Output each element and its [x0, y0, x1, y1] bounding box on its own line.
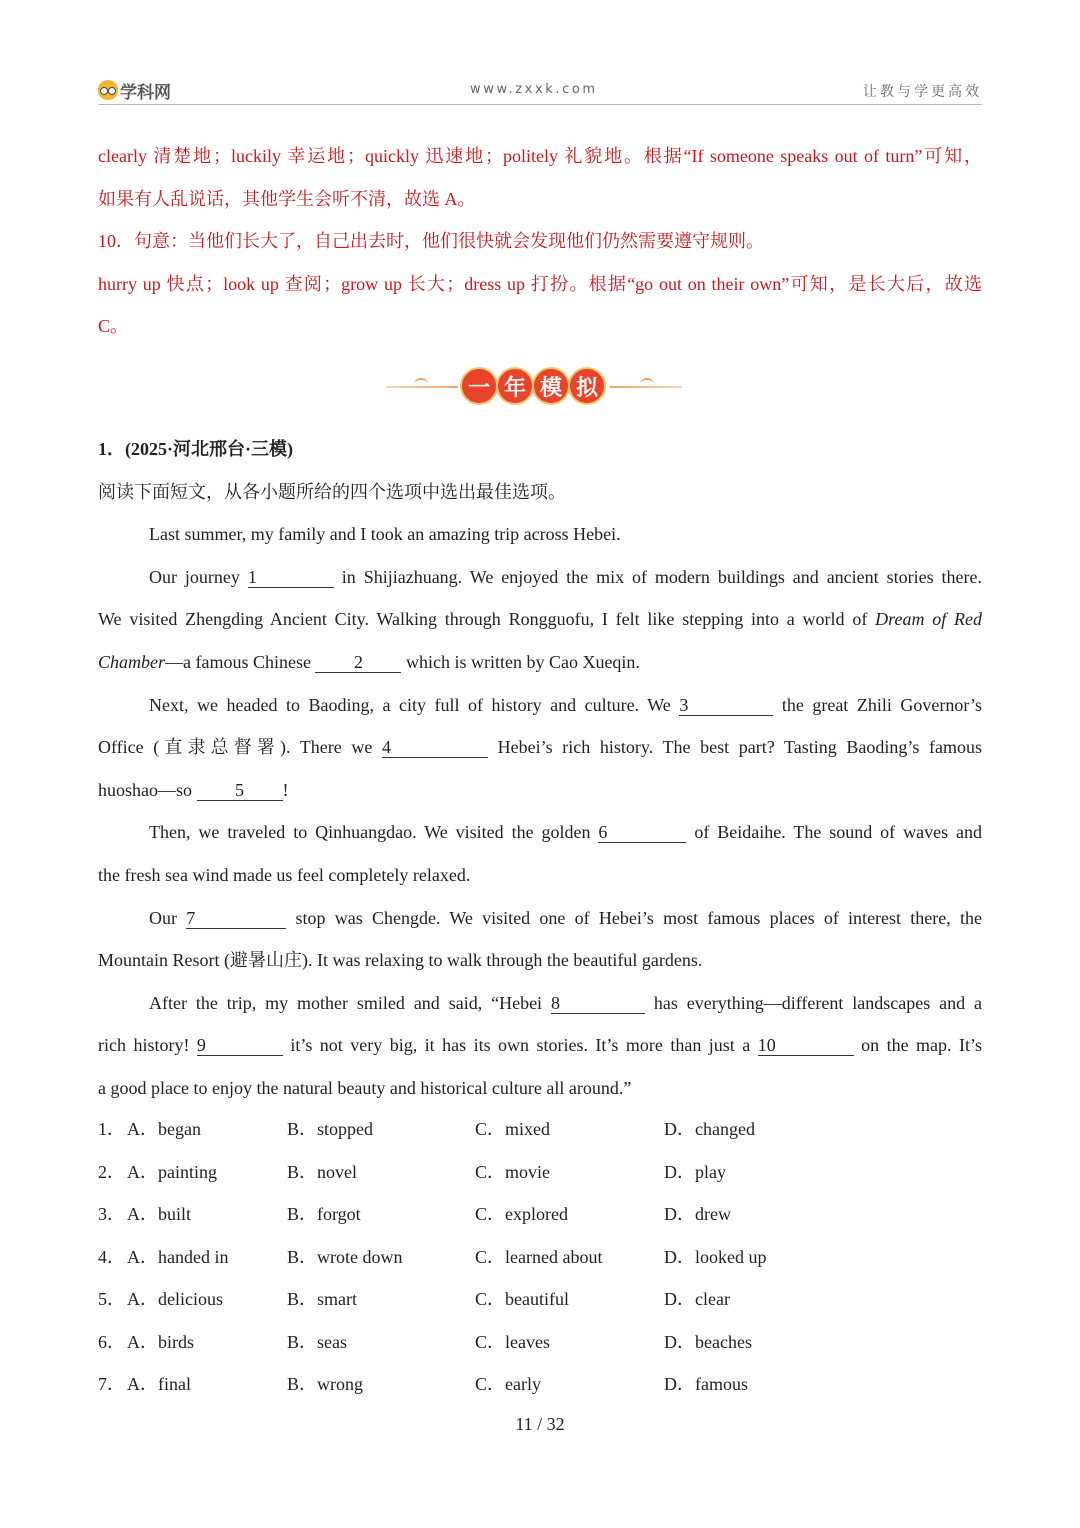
passage-text: the great Zhili Governor’s	[773, 694, 982, 715]
option-number: 2．	[98, 1161, 125, 1182]
passage-line	[98, 1024, 982, 1067]
option-b: B．wrong	[287, 1374, 363, 1394]
question-instruction: 阅读下面短文，从各小题所给的四个选项中选出最佳选项。	[98, 481, 566, 502]
passage-text: huoshao—so	[98, 779, 197, 800]
option-c: C．mixed	[475, 1119, 550, 1139]
blank-9: 9	[197, 1035, 283, 1056]
passage-text: Office (直隶总督署). There we	[98, 737, 383, 758]
blank-5: 5	[197, 780, 283, 801]
option-number: 3．	[98, 1204, 125, 1224]
passage-line	[98, 641, 982, 684]
passage-line: Last summer, my family and I took an amazing trip across Hebei.	[149, 524, 621, 545]
passage-text: Hebei’s rich history. The best part? Tasting Baoding’s famous	[488, 737, 982, 758]
blank-10: 10	[758, 1035, 854, 1056]
option-d: D．famous	[664, 1374, 748, 1394]
logo-text: 学科网	[120, 82, 171, 103]
option-a: A．began	[127, 1119, 201, 1139]
option-c: C．movie	[475, 1161, 550, 1182]
passage-line	[98, 598, 982, 641]
option-a: A．birds	[127, 1331, 194, 1352]
option-b: B．stopped	[287, 1119, 374, 1139]
option-c: C．learned about	[475, 1246, 603, 1267]
answer-line: C。	[98, 316, 129, 336]
book-title: Dream of Red	[875, 609, 983, 630]
blank-2: 2	[315, 652, 401, 673]
option-c: C．explored	[475, 1204, 568, 1224]
site-url: www.zxxk.com	[470, 82, 598, 97]
answer-line: hurry up 快点；look up 查阅；grow up 长大；dress up 打扮。根据“go out on their own”可知，是长大后，故选	[98, 273, 982, 294]
passage-text: After the trip, my mother smiled and said, “Hebei	[149, 992, 551, 1013]
passage-text: Then, we traveled to Qinhuangdao. We visited the golden	[149, 822, 599, 843]
site-logo	[98, 78, 171, 102]
passage-text: which is written by Cao Xueqin.	[401, 651, 640, 672]
passage-text: We visited Zhengding Ancient City. Walking through Rongguofu, I felt like stepping into a world of	[98, 609, 876, 630]
answer-line: clearly 清楚地；luckily 幸运地；quickly 迅速地；politely 礼貌地。根据“If someone speaks out of turn”可知，	[98, 146, 982, 166]
option-c: C．beautiful	[475, 1289, 569, 1309]
option-row	[98, 1236, 982, 1279]
question-heading: 1．(2025·河北邢台·三模)	[98, 439, 293, 459]
blank-4: 4	[382, 737, 488, 758]
passage-text: has everything—different landscapes and a	[644, 992, 982, 1013]
passage-text: it’s not very big, it has its own stories. It’s more than just a	[282, 1035, 758, 1056]
passage-text: Next, we headed to Baoding, a city full of history and culture. We	[149, 694, 680, 715]
passage-text: stop was Chengde. We visited one of Hebei’s most famous places of interest there, the	[286, 907, 982, 928]
banner-char: 年	[496, 367, 534, 405]
option-row	[98, 1278, 982, 1321]
page-number: 11 / 32	[515, 1414, 565, 1434]
passage-text: Our journey	[149, 566, 248, 587]
answer-options	[98, 1108, 982, 1406]
option-a: A．delicious	[127, 1289, 223, 1309]
blank-8: 8	[551, 993, 645, 1014]
banner-char: 模	[532, 367, 570, 405]
passage-line	[98, 556, 982, 599]
option-b: B．seas	[287, 1331, 347, 1352]
option-d: D．play	[664, 1161, 726, 1182]
option-a: A．built	[127, 1204, 192, 1224]
passage-text: of Beidaihe. The sound of waves and	[686, 822, 982, 843]
option-row	[98, 1321, 982, 1364]
option-b: B．smart	[287, 1289, 357, 1309]
book-title: Chamber	[98, 651, 165, 672]
passage-line	[98, 726, 982, 769]
option-number: 7．	[98, 1374, 125, 1394]
option-d: D．looked up	[664, 1246, 767, 1267]
option-number: 4．	[98, 1246, 125, 1267]
passage-text: rich history!	[98, 1035, 197, 1056]
option-row	[98, 1193, 982, 1236]
passage-text: !	[282, 779, 289, 800]
blank-6: 6	[598, 822, 686, 843]
passage-text: in Shijiazhuang. We enjoyed the mix of modern buildings and ancient stories there.	[333, 566, 982, 587]
passage-line	[98, 769, 982, 812]
passage-line	[98, 897, 982, 940]
passage-text: —a famous Chinese	[165, 651, 316, 672]
blank-3: 3	[679, 695, 773, 716]
option-b: B．wrote down	[287, 1246, 403, 1267]
option-c: C．leaves	[475, 1331, 550, 1352]
passage-text: on the map. It’s	[853, 1035, 982, 1056]
option-number: 5．	[98, 1289, 125, 1309]
option-number: 6．	[98, 1331, 125, 1352]
passage-line	[98, 684, 982, 727]
option-row	[98, 1108, 982, 1151]
passage-text: Our	[149, 907, 187, 928]
passage-line: the fresh sea wind made us feel completely relaxed.	[98, 864, 471, 885]
option-d: D．clear	[664, 1289, 730, 1309]
blank-1: 1	[248, 567, 334, 588]
option-d: D．drew	[664, 1204, 731, 1224]
banner-title	[458, 364, 610, 410]
option-a: A．painting	[127, 1161, 217, 1182]
option-d: D．beaches	[664, 1331, 752, 1352]
banner-ornament-right	[610, 386, 682, 388]
passage-line	[98, 811, 982, 854]
answer-explanations	[98, 135, 982, 348]
passage-line: Mountain Resort (避暑山庄). It was relaxing to walk through the beautiful gardens.	[98, 950, 703, 971]
banner-curl-icon	[414, 378, 428, 390]
banner-char: 拟	[568, 367, 606, 405]
answer-line: 10．句意：当他们长大了，自己出去时，他们很快就会发现他们仍然需要遵守规则。	[98, 231, 764, 251]
question-passage	[98, 428, 982, 1110]
option-d: D．changed	[664, 1119, 755, 1139]
banner-curl-icon	[640, 378, 654, 390]
option-number: 1．	[98, 1119, 125, 1139]
answer-line: 如果有人乱说话，其他学生会听不清，故选 A。	[98, 188, 476, 209]
option-b: B．novel	[287, 1161, 357, 1182]
section-banner	[384, 364, 684, 410]
page-header	[98, 74, 982, 105]
passage-line	[98, 982, 982, 1025]
option-row	[98, 1151, 982, 1194]
header-slogan: 让教与学更高效	[863, 84, 982, 100]
option-a: A．handed in	[127, 1246, 229, 1267]
passage-line: a good place to enjoy the natural beauty and historical culture all around.”	[98, 1077, 632, 1098]
banner-char: 一	[460, 367, 498, 405]
option-row	[98, 1363, 982, 1406]
logo-owl-icon	[98, 80, 118, 100]
option-a: A．final	[127, 1374, 191, 1394]
option-b: B．forgot	[287, 1204, 361, 1224]
option-c: C．early	[475, 1374, 541, 1394]
blank-7: 7	[186, 908, 286, 929]
